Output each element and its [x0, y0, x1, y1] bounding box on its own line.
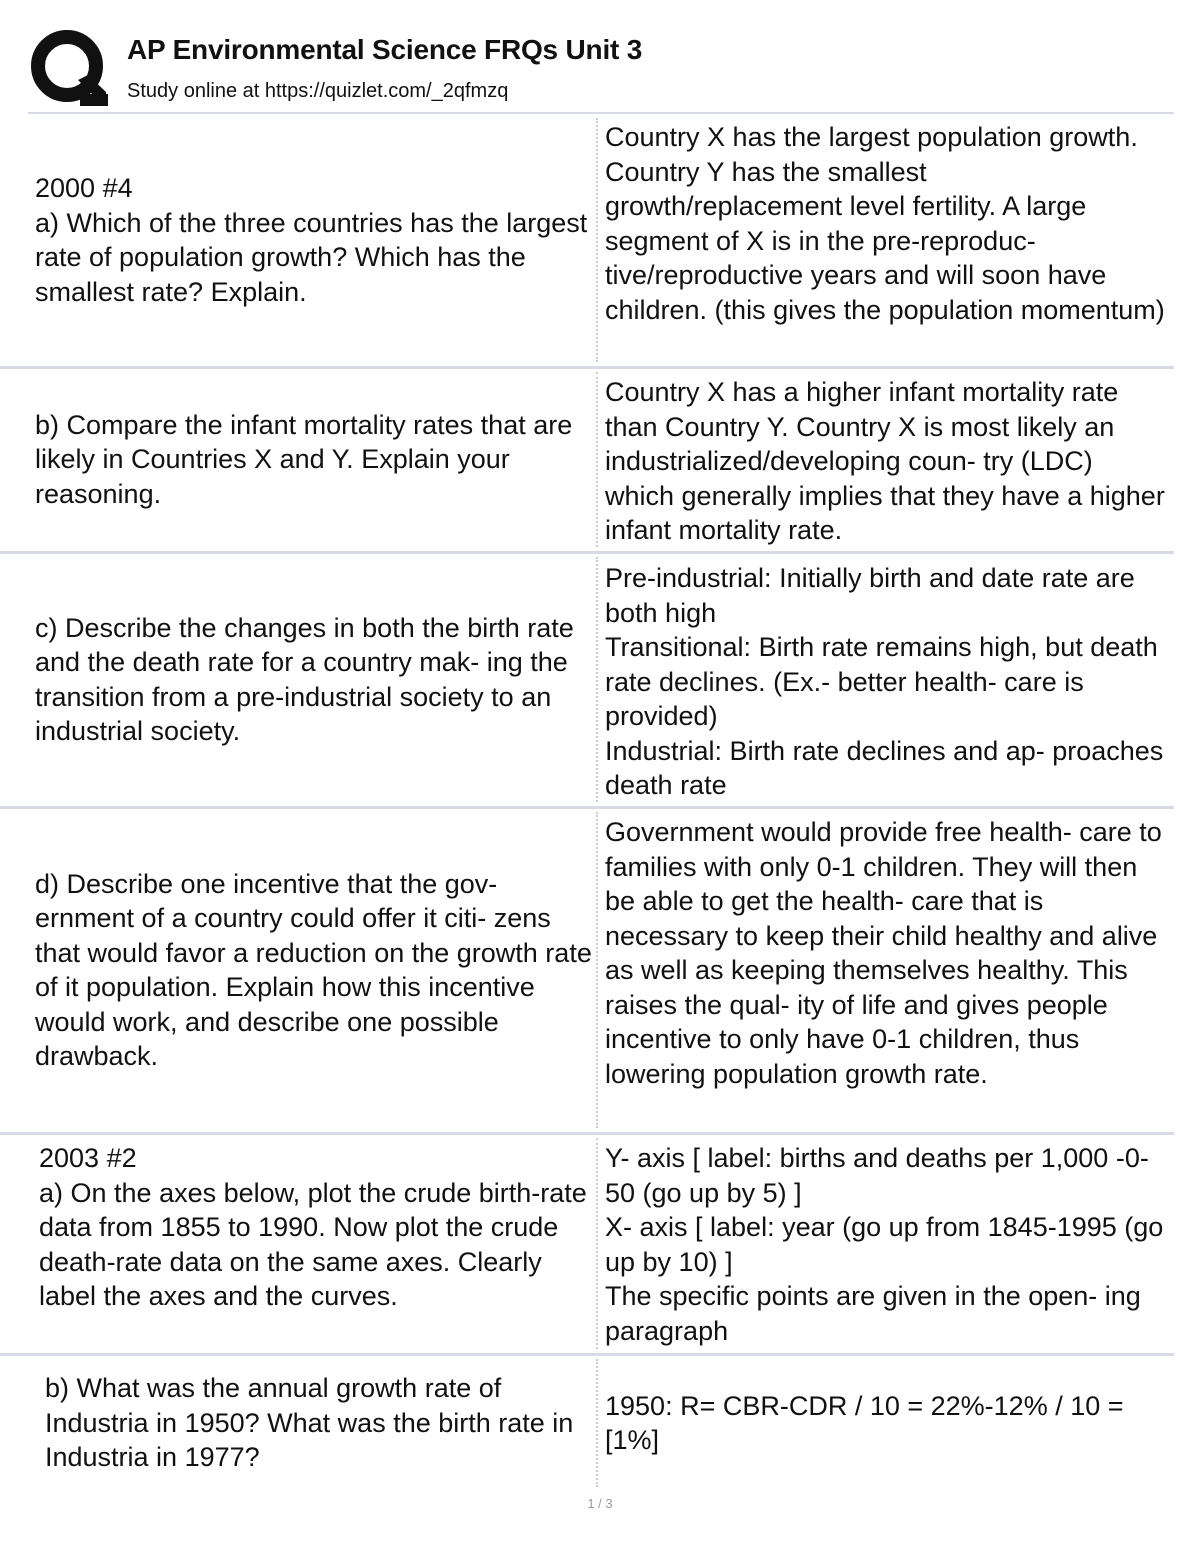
card-term: [35, 557, 593, 802]
document-title: AP Environmental Science FRQs Unit 3: [127, 34, 643, 65]
row-divider: [0, 366, 1174, 369]
card-term: [35, 812, 593, 1128]
card-definition: [605, 1359, 1168, 1487]
row-divider: [0, 1132, 1174, 1135]
column-divider: [596, 1138, 598, 1349]
card-term: [39, 1141, 593, 1349]
definition-text: Government would provide free health- care to families with only 0-1 children. They will then be able to get the health- care that is necessary to keep their child healthy and alive as well as keeping themselves healthy. This raises the qual- ity of life and gives people incentive to only have 0-1 children, thus lowering population growth rate.: [605, 817, 1162, 1089]
row-divider: [0, 1353, 1174, 1356]
page-indicator: 1 / 3: [587, 1496, 613, 1511]
card-definition: [605, 561, 1168, 802]
definition-text: 1950: R= CBR-CDR / 10 = 22%-12% / 10 = [1%]: [605, 1390, 1124, 1455]
definition-text: Country X has a higher infant mortality rate than Country Y. Country X is most likely an industrialized/developing coun- try (LDC) which generally implies that they have a higher infant mortality rate.: [605, 377, 1165, 545]
header-divider: [28, 112, 1174, 114]
term-text: 2000 #4 a) Which of the three countries has the largest rate of population growth? Which has the smallest rate? Explain.: [35, 173, 588, 307]
term-text: b) Compare the infant mortality rates that are likely in Countries X and Y. Explain your reasoning.: [35, 409, 573, 509]
definition-text: Y- axis [ label: births and deaths per 1,000 -0-50 (go up by 5) ] X- axis [ label: year (go up from 1845-1995 (go up by 10) ] The specific points are given in the open- ing paragraph: [605, 1143, 1164, 1346]
column-divider: [596, 1359, 598, 1487]
term-text: 2003 #2 a) On the axes below, plot the crude birth-rate data from 1855 to 1990. Now plot the crude death-rate data on the same axes. Clearly label the axes and the curves.: [39, 1143, 587, 1311]
term-text: b) What was the annual growth rate of Industria in 1950? What was the birth rate in Industria in 1977?: [45, 1373, 574, 1473]
quizlet-q-logo-icon: [30, 28, 108, 108]
term-text: d) Describe one incentive that the gov- ernment of a country could offer it citi- zens that would favor a reduction on the growth rate of it population. Explain how this incentive would work, and describe one possible drawback.: [35, 868, 592, 1071]
definition-text: Pre-industrial: Initially birth and date rate are both high Transitional: Birth rate remains high, but death rate declines. (Ex.- better health- care is provided) Industrial: Birth rate declines and ap- proaches death rate: [605, 563, 1164, 800]
column-divider: [596, 118, 598, 362]
term-text: c) Describe the changes in both the birth rate and the death rate for a country mak- ing the transition from a pre-industrial society to an industrial society.: [35, 612, 574, 746]
card-definition: [605, 815, 1168, 1128]
card-term: [45, 1359, 593, 1487]
row-divider: [0, 551, 1174, 554]
definition-text: Country X has the largest population growth. Country Y has the smallest growth/replacement level fertility. A large segment of X is in the pre-reproduc- tive/reproductive years and will soon have children. (this gives the population momentum): [605, 122, 1165, 325]
card-term: [35, 372, 593, 547]
card-term: [35, 118, 591, 362]
card-definition: [605, 1141, 1168, 1349]
card-definition: [605, 375, 1168, 547]
card-definition: [605, 120, 1168, 362]
row-divider: [0, 806, 1174, 809]
study-online-link[interactable]: Study online at https://quizlet.com/_2qfmzq: [127, 80, 509, 102]
column-divider: [596, 557, 598, 802]
column-divider: [596, 812, 598, 1128]
column-divider: [596, 372, 598, 547]
